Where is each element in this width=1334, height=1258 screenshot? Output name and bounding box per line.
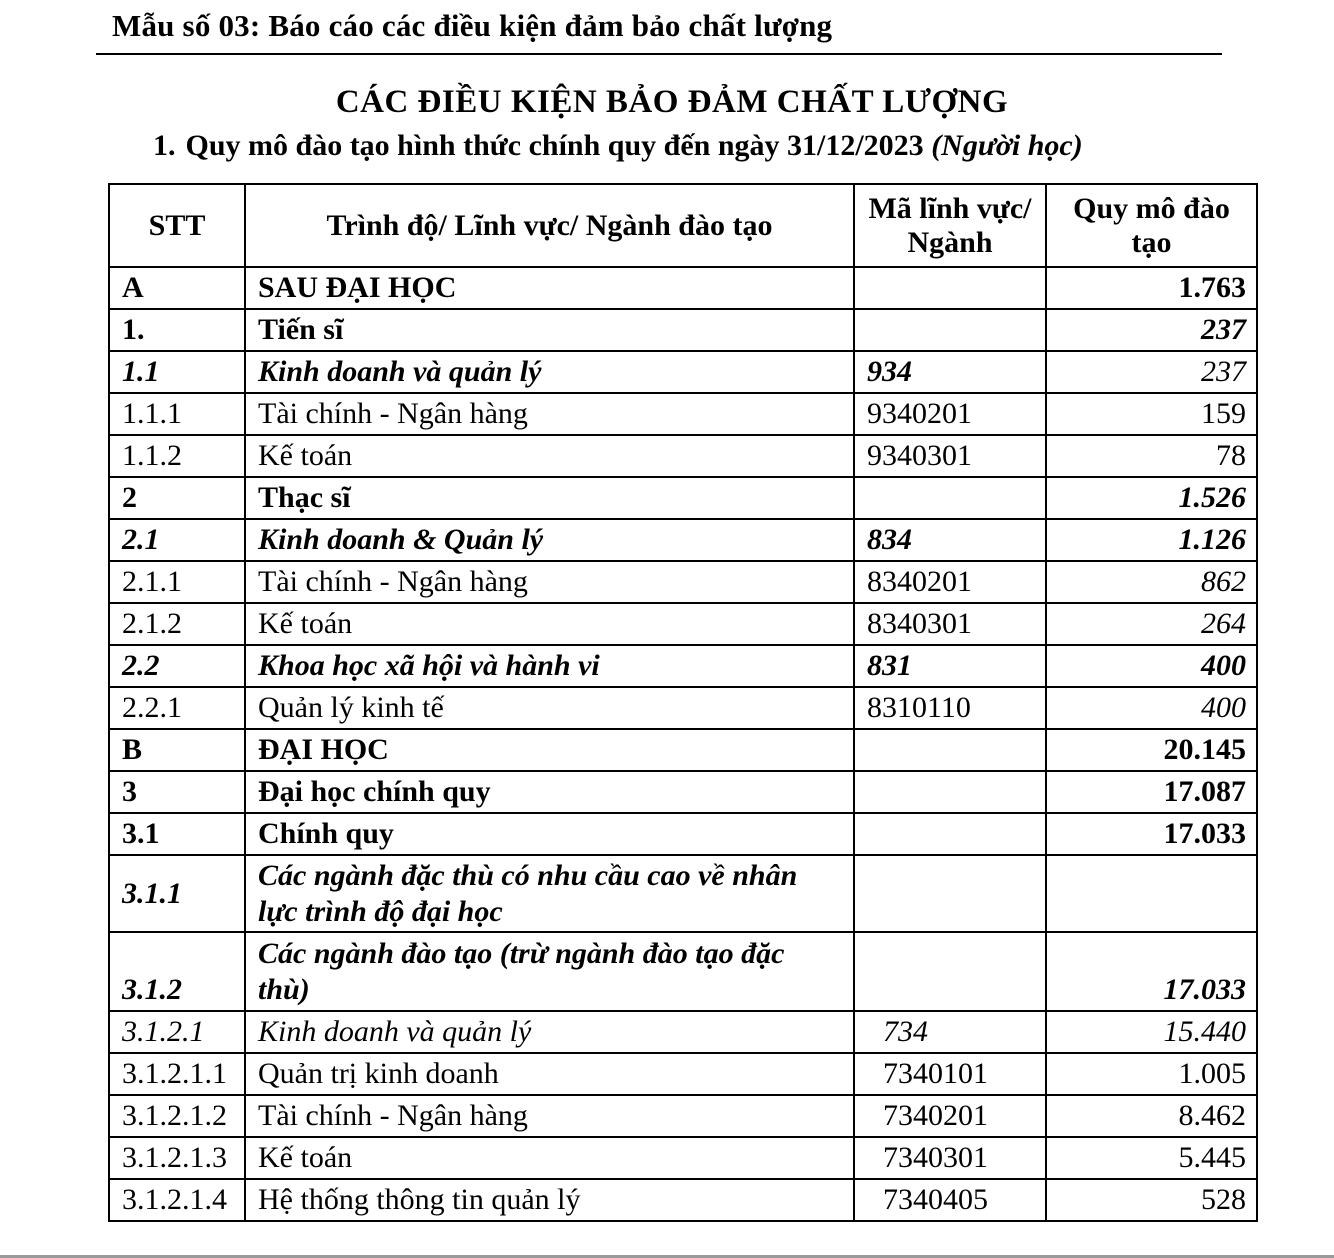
table-row	[109, 645, 1257, 687]
cell-stt: 2.1.1	[109, 561, 245, 603]
cell-stt: 3	[109, 771, 245, 813]
cell-code: 8310110	[854, 687, 1046, 729]
table-row	[109, 309, 1257, 351]
cell-stt: 3.1.2.1.3	[109, 1137, 245, 1179]
cell-code	[854, 309, 1046, 351]
header-code: Mã lĩnh vực/ Ngành	[854, 184, 1046, 267]
cell-qty: 264	[1046, 603, 1257, 645]
cell-code	[854, 932, 1046, 1011]
cell-qty: 400	[1046, 687, 1257, 729]
table-row	[109, 1095, 1257, 1137]
cell-stt: 1.	[109, 309, 245, 351]
cell-stt: 2.1	[109, 519, 245, 561]
cell-code	[854, 267, 1046, 309]
table-row	[109, 519, 1257, 561]
cell-qty: 1.126	[1046, 519, 1257, 561]
cell-stt: 1.1	[109, 351, 245, 393]
table-row	[109, 687, 1257, 729]
cell-stt: 3.1.2.1.4	[109, 1179, 245, 1221]
cell-name: Khoa học xã hội và hành vi	[245, 645, 854, 687]
cell-name: Hệ thống thông tin quản lý	[245, 1179, 854, 1221]
section-title: Quy mô đào tạo hình thức chính quy đến ngày 31/12/2023	[185, 129, 924, 162]
table-row	[109, 603, 1257, 645]
cell-name: Kế toán	[245, 603, 854, 645]
table-row	[109, 1137, 1257, 1179]
cell-stt: B	[109, 729, 245, 771]
cell-qty: 78	[1046, 435, 1257, 477]
cell-stt: 3.1	[109, 813, 245, 855]
header-divider	[96, 53, 1222, 55]
cell-qty: 15.440	[1046, 1011, 1257, 1053]
cell-qty: 237	[1046, 309, 1257, 351]
cell-code: 7340405	[854, 1179, 1046, 1221]
cell-name: Thạc sĩ	[245, 477, 854, 519]
cell-stt: 3.1.2.1	[109, 1011, 245, 1053]
cell-name: Các ngành đào tạo (trừ ngành đào tạo đặc thù)	[245, 932, 854, 1011]
cell-name: Kinh doanh và quản lý	[245, 351, 854, 393]
table-row	[109, 729, 1257, 771]
cell-stt: 3.1.1	[109, 855, 245, 932]
cell-name: Tiến sĩ	[245, 309, 854, 351]
table-row	[109, 771, 1257, 813]
cell-name: Kinh doanh và quản lý	[245, 1011, 854, 1053]
cell-name: Tài chính - Ngân hàng	[245, 393, 854, 435]
cell-qty: 400	[1046, 645, 1257, 687]
cell-qty: 1.005	[1046, 1053, 1257, 1095]
cell-stt: 2.2.1	[109, 687, 245, 729]
cell-code: 934	[854, 351, 1046, 393]
cell-qty	[1046, 855, 1257, 932]
training-scale-table	[108, 183, 1258, 1222]
cell-code	[854, 729, 1046, 771]
cell-stt: 3.1.2	[109, 932, 245, 1011]
header-scale: Quy mô đào tạo	[1046, 184, 1257, 267]
cell-stt: 2.2	[109, 645, 245, 687]
table-row	[109, 1179, 1257, 1221]
cell-code: 7340301	[854, 1137, 1046, 1179]
cell-qty: 17.087	[1046, 771, 1257, 813]
table-row	[109, 1053, 1257, 1095]
table-row	[109, 267, 1257, 309]
section-number: 1.	[153, 129, 176, 162]
table-row	[109, 855, 1257, 932]
cell-stt: A	[109, 267, 245, 309]
table-row	[109, 351, 1257, 393]
cell-stt: 2	[109, 477, 245, 519]
cell-code: 7340101	[854, 1053, 1046, 1095]
table-row	[109, 1011, 1257, 1053]
cell-code: 8340301	[854, 603, 1046, 645]
cell-name: Chính quy	[245, 813, 854, 855]
cell-code: 831	[854, 645, 1046, 687]
cell-name: SAU ĐẠI HỌC	[245, 267, 854, 309]
cell-code	[854, 813, 1046, 855]
cell-qty: 5.445	[1046, 1137, 1257, 1179]
cell-name: Tài chính - Ngân hàng	[245, 1095, 854, 1137]
table-header-row	[109, 184, 1257, 267]
table-row	[109, 932, 1257, 1011]
cell-qty: 20.145	[1046, 729, 1257, 771]
cell-code: 8340201	[854, 561, 1046, 603]
cell-name: Kinh doanh & Quản lý	[245, 519, 854, 561]
cell-qty: 1.526	[1046, 477, 1257, 519]
section-heading	[153, 129, 1083, 163]
cell-qty: 17.033	[1046, 932, 1257, 1011]
cell-code: 9340201	[854, 393, 1046, 435]
table-row	[109, 561, 1257, 603]
table-row	[109, 813, 1257, 855]
cell-name: ĐẠI HỌC	[245, 729, 854, 771]
cell-qty: 1.763	[1046, 267, 1257, 309]
form-title: Mẫu số 03: Báo cáo các điều kiện đảm bảo chất lượng	[112, 8, 833, 43]
header-stt: STT	[109, 184, 245, 267]
cell-stt: 2.1.2	[109, 603, 245, 645]
cell-name: Các ngành đặc thù có nhu cầu cao về nhân lực trình độ đại học	[245, 855, 854, 932]
cell-stt: 1.1.1	[109, 393, 245, 435]
cell-qty: 8.462	[1046, 1095, 1257, 1137]
cell-code	[854, 855, 1046, 932]
cell-name: Tài chính - Ngân hàng	[245, 561, 854, 603]
cell-qty: 862	[1046, 561, 1257, 603]
table-row	[109, 435, 1257, 477]
cell-stt: 1.1.2	[109, 435, 245, 477]
cell-qty: 237	[1046, 351, 1257, 393]
cell-code: 7340201	[854, 1095, 1046, 1137]
header-field: Trình độ/ Lĩnh vực/ Ngành đào tạo	[245, 184, 854, 267]
table-row	[109, 477, 1257, 519]
cell-stt: 3.1.2.1.1	[109, 1053, 245, 1095]
cell-code	[854, 771, 1046, 813]
cell-name: Đại học chính quy	[245, 771, 854, 813]
document-heading: CÁC ĐIỀU KIỆN BẢO ĐẢM CHẤT LƯỢNG	[335, 84, 1009, 120]
cell-name: Quản trị kinh doanh	[245, 1053, 854, 1095]
cell-name: Kế toán	[245, 435, 854, 477]
cell-qty: 159	[1046, 393, 1257, 435]
section-note: (Người học)	[931, 129, 1083, 162]
cell-code: 834	[854, 519, 1046, 561]
cell-name: Kế toán	[245, 1137, 854, 1179]
cell-stt: 3.1.2.1.2	[109, 1095, 245, 1137]
cell-name: Quản lý kinh tế	[245, 687, 854, 729]
cell-code: 734	[854, 1011, 1046, 1053]
cell-qty: 17.033	[1046, 813, 1257, 855]
cell-code: 9340301	[854, 435, 1046, 477]
cell-qty: 528	[1046, 1179, 1257, 1221]
table-row	[109, 393, 1257, 435]
cell-code	[854, 477, 1046, 519]
